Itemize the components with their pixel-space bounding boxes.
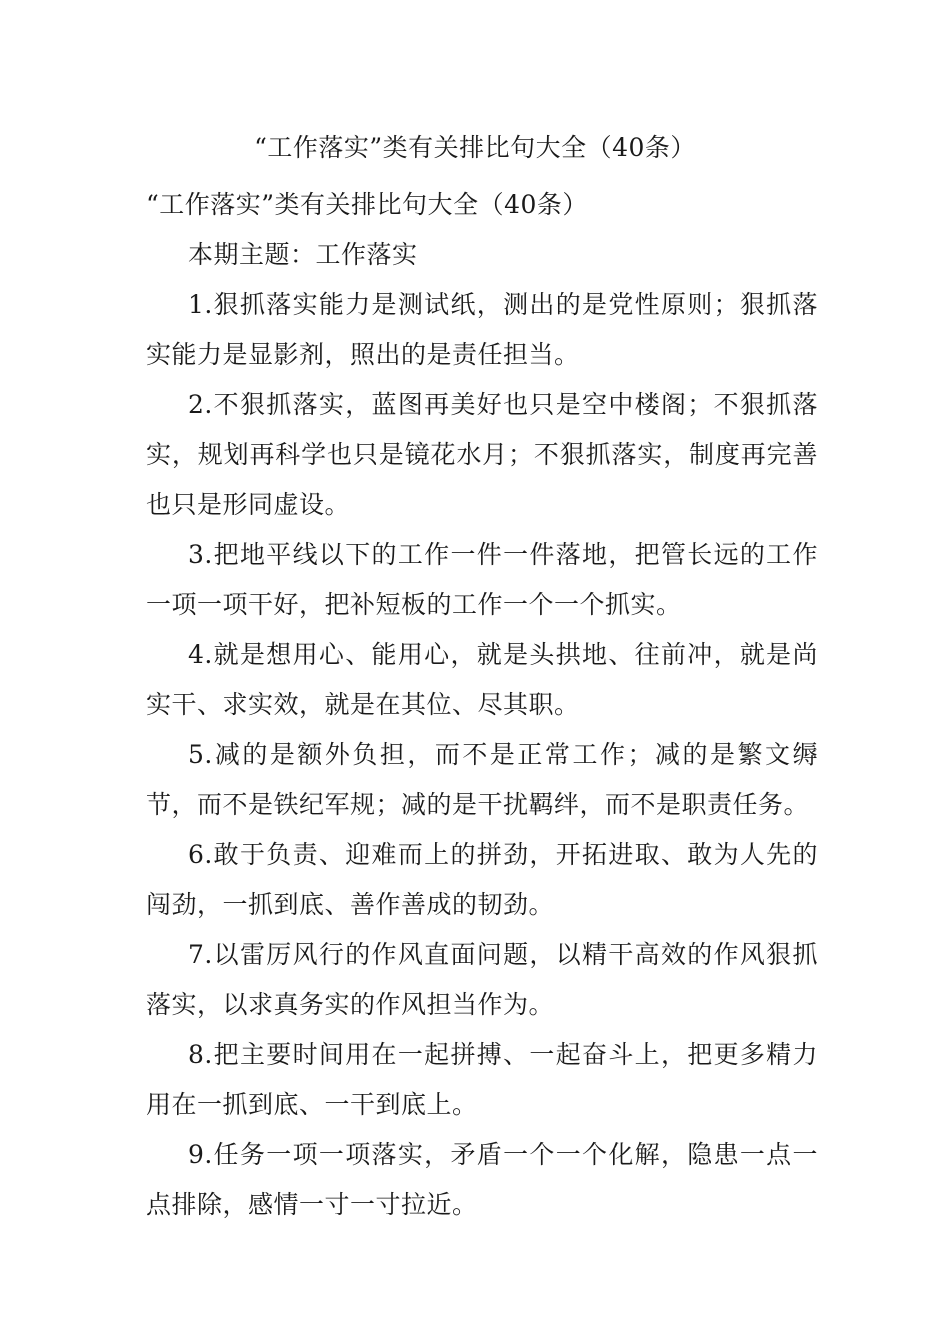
list-item: 2.不狠抓落实，蓝图再美好也只是空中楼阁；不狠抓落实，规划再科学也只是镜花水月；不狠抓落实，制度再完善也只是形同虚设。: [146, 390, 818, 519]
list-item: 1.狠抓落实能力是测试纸，测出的是党性原则；狠抓落实能力是显影剂，照出的是责任担当。: [146, 290, 818, 369]
list-item: 4.就是想用心、能用心，就是头拱地、往前冲，就是尚实干、求实效，就是在其位、尽其职。: [146, 640, 818, 719]
list-item: 5.减的是额外负担，而不是正常工作；减的是繁文缛节，而不是铁纪军规；减的是干扰羁绊，而不是职责任务。: [146, 740, 818, 819]
list-item: 8.把主要时间用在一起拼搏、一起奋斗上，把更多精力用在一抓到底、一干到底上。: [146, 1040, 818, 1119]
list-item: 9.任务一项一项落实，矛盾一个一个化解，隐患一点一点排除，感情一寸一寸拉近。: [146, 1140, 818, 1219]
document-subtitle: “工作落实”类有关排比句大全（40条）: [146, 190, 588, 219]
topic-line: 本期主题：工作落实: [188, 240, 418, 269]
list-item: 7.以雷厉风行的作风直面问题，以精干高效的作风狠抓落实，以求真务实的作风担当作为。: [146, 940, 818, 1019]
list-item: 6.敢于负责、迎难而上的拼劲，开拓进取、敢为人先的闯劲，一抓到底、善作善成的韧劲。: [146, 840, 818, 919]
document-title: “工作落实”类有关排比句大全（40条）: [254, 133, 696, 162]
list-item: 3.把地平线以下的工作一件一件落地，把管长远的工作一项一项干好，把补短板的工作一个一个抓实。: [146, 540, 818, 619]
document-body: [146, 180, 818, 1230]
